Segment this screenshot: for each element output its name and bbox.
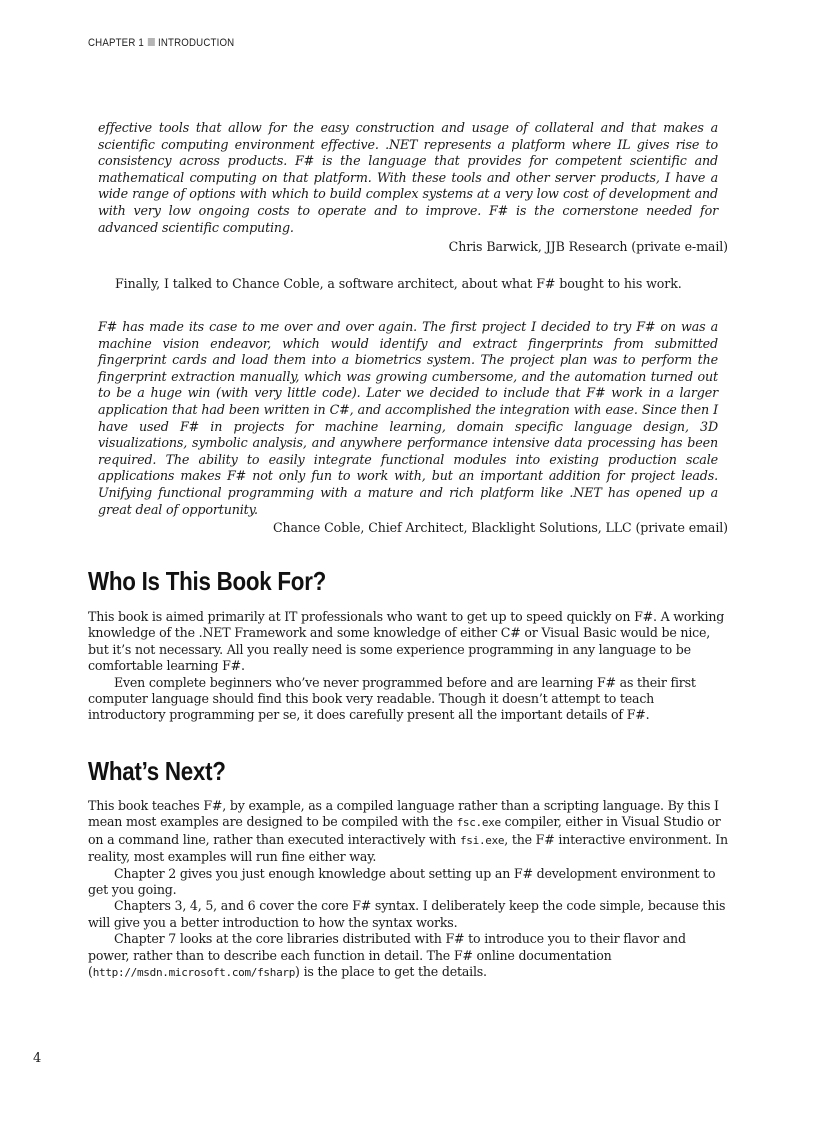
code-fsc-exe: fsc.exe: [456, 816, 501, 830]
section2-paragraph-3: Chapters 3, 4, 5, and 6 cover the core F# syntax. I deliberately keep the code simple, because this will give you a better introduction to how the syntax works.: [88, 898, 726, 930]
separator-square-icon: [147, 38, 154, 46]
quote-barwick: [98, 120, 718, 236]
chapter-label: CHAPTER 1: [88, 37, 144, 49]
running-head: [88, 37, 234, 49]
section2-p1-text-c: , the F# interactive environment. In reality, most examples will run fine either way.: [88, 831, 728, 865]
section2-p4-text-b: ) is the place to get the details.: [295, 964, 487, 980]
heading-whats-next: What’s Next?: [88, 756, 226, 786]
code-fsi-exe: fsi.exe: [459, 833, 505, 847]
section1-paragraph-2: Even complete beginners who’ve never programmed before and are learning F# as their first computer language should find this book very readable. Though it doesn’t attempt to teach introductory programming per se, it does carefully present all the important details of F#.: [88, 674, 696, 723]
chapter-title: INTRODUCTION: [158, 37, 235, 49]
section2-paragraph-4: [88, 931, 728, 981]
quote-barwick-text: effective tools that allow for the easy construction and usage of collateral and that makes a scientific computing environment effective. .NET represents a platform where IL gives rise to consistency across products. F# is the language that provides for competent scientific and mathematical computing on that platform. With these tools and other server products, I have a wide range of options with which to build complex systems at a very low cost of development and with very low ongoing costs to operate and to improve. F# is the cornerstone needed for advanced scientific computing.: [98, 120, 718, 235]
section-who-is-this-book-for: [88, 609, 728, 724]
code-fsharp-url: http://msdn.microsoft.com/fsharp: [92, 966, 296, 980]
attribution-coble: Chance Coble, Chief Architect, Blacklight Solutions, LLC (private email): [272, 520, 728, 535]
page-number: 4: [33, 1051, 42, 1066]
section2-p4-text-a: Chapter 7 looks at the core libraries distributed with F# to introduce you to their flavor and power, rather than to describe each function in detail. The F# online documentation (: [88, 931, 686, 980]
section-whats-next: [88, 798, 728, 981]
section2-p1-text-b: compiler, either in Visual Studio or on a command line, rather than executed interactively with: [88, 814, 721, 847]
section1-paragraph-1: This book is aimed primarily at IT professionals who want to get up to speed quickly on F#. A working knowledge of the .NET Framework and some knowledge of either C# or Visual Basic would be nice, but it’s not necessary. All you really need is some experience programming in any language to be comfortable learning F#.: [88, 609, 725, 674]
section2-p1-text-a: This book teaches F#, by example, as a compiled language rather than a scripting language. By this I mean most examples are designed to be compiled with the: [88, 798, 719, 830]
heading-who-is-this-book-for: Who Is This Book For?: [88, 566, 327, 596]
section2-paragraph-1: [88, 798, 728, 866]
attribution-barwick: Chris Barwick, JJB Research (private e-mail): [448, 239, 728, 254]
quote-coble-text: F# has made its case to me over and over again. The first project I decided to try F# on was a machine vision endeavor, which would identify and extract fingerprints from submitted fingerprint cards and load them into a biometrics system. The project plan was to perform the fingerprint extraction manually, which was growing cumbersome, and the automation turned out to be a huge win (with very little code). Later we decided to include that F# work in a larger application that had been written in C#, and accomplished the integration with ease. Since then I have used F# in projects for machine learning, domain specific language design, 3D visualizations, symbolic analysis, and anywhere performance intensive data processing has been required. The ability to easily integrate functional modules into existing production scale applications makes F# not only fun to work with, but an important addition for project leads. Unifying functional programming with a mature and rich platform like .NET has opened up a great deal of opportunity.: [98, 319, 718, 517]
section2-paragraph-2: Chapter 2 gives you just enough knowledge about setting up an F# development environment to get you going.: [88, 865, 716, 898]
quote-coble: [98, 319, 718, 518]
intro-paragraph: Finally, I talked to Chance Coble, a software architect, about what F# bought to his work.: [115, 276, 682, 291]
